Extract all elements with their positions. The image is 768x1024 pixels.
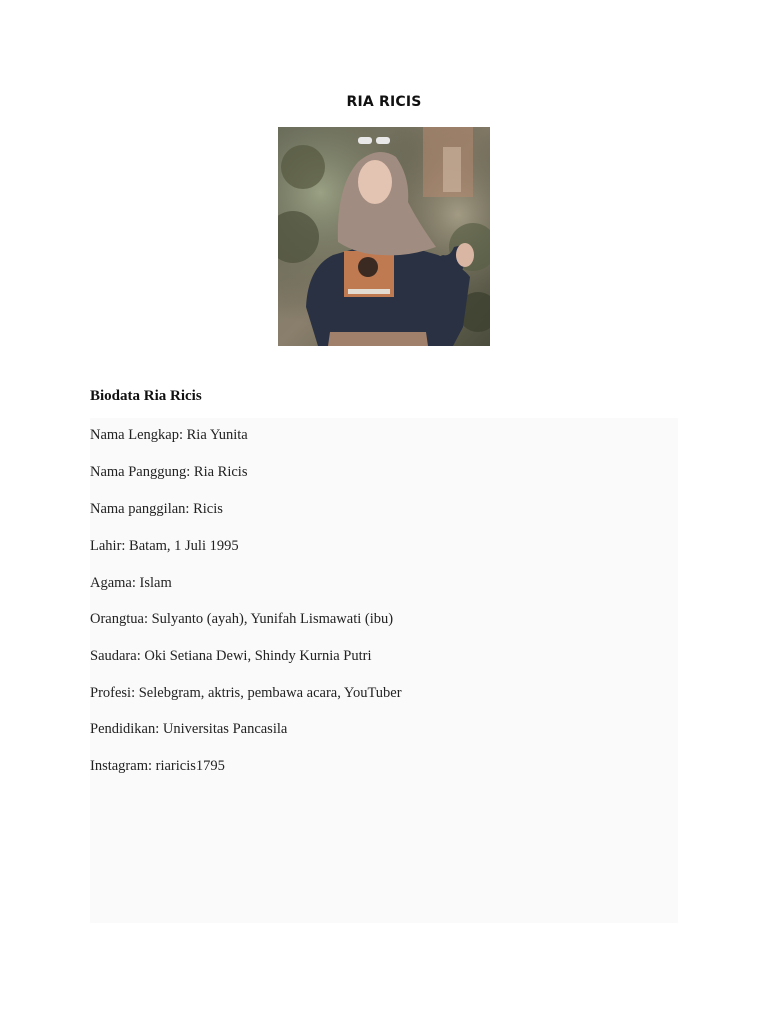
document-title: RIA RICIS bbox=[346, 94, 422, 110]
biodata-line: Orangtua: Sulyanto (ayah), Yunifah Lismawati (ibu) bbox=[90, 611, 394, 627]
biodata-line: Instagram: riaricis1795 bbox=[90, 758, 225, 774]
biodata-line: Lahir: Batam, 1 Juli 1995 bbox=[90, 538, 239, 554]
biodata-panel bbox=[90, 418, 678, 923]
biodata-line: Profesi: Selebgram, aktris, pembawa acara, YouTuber bbox=[90, 685, 402, 701]
section-heading: Biodata Ria Ricis bbox=[90, 388, 202, 404]
portrait-photo bbox=[278, 127, 490, 346]
biodata-line: Agama: Islam bbox=[90, 575, 172, 591]
biodata-line: Nama Lengkap: Ria Yunita bbox=[90, 427, 248, 443]
biodata-line: Nama Panggung: Ria Ricis bbox=[90, 464, 248, 480]
biodata-line: Pendidikan: Universitas Pancasila bbox=[90, 721, 288, 737]
biodata-line: Nama panggilan: Ricis bbox=[90, 501, 223, 517]
biodata-line: Saudara: Oki Setiana Dewi, Shindy Kurnia Putri bbox=[90, 648, 372, 664]
